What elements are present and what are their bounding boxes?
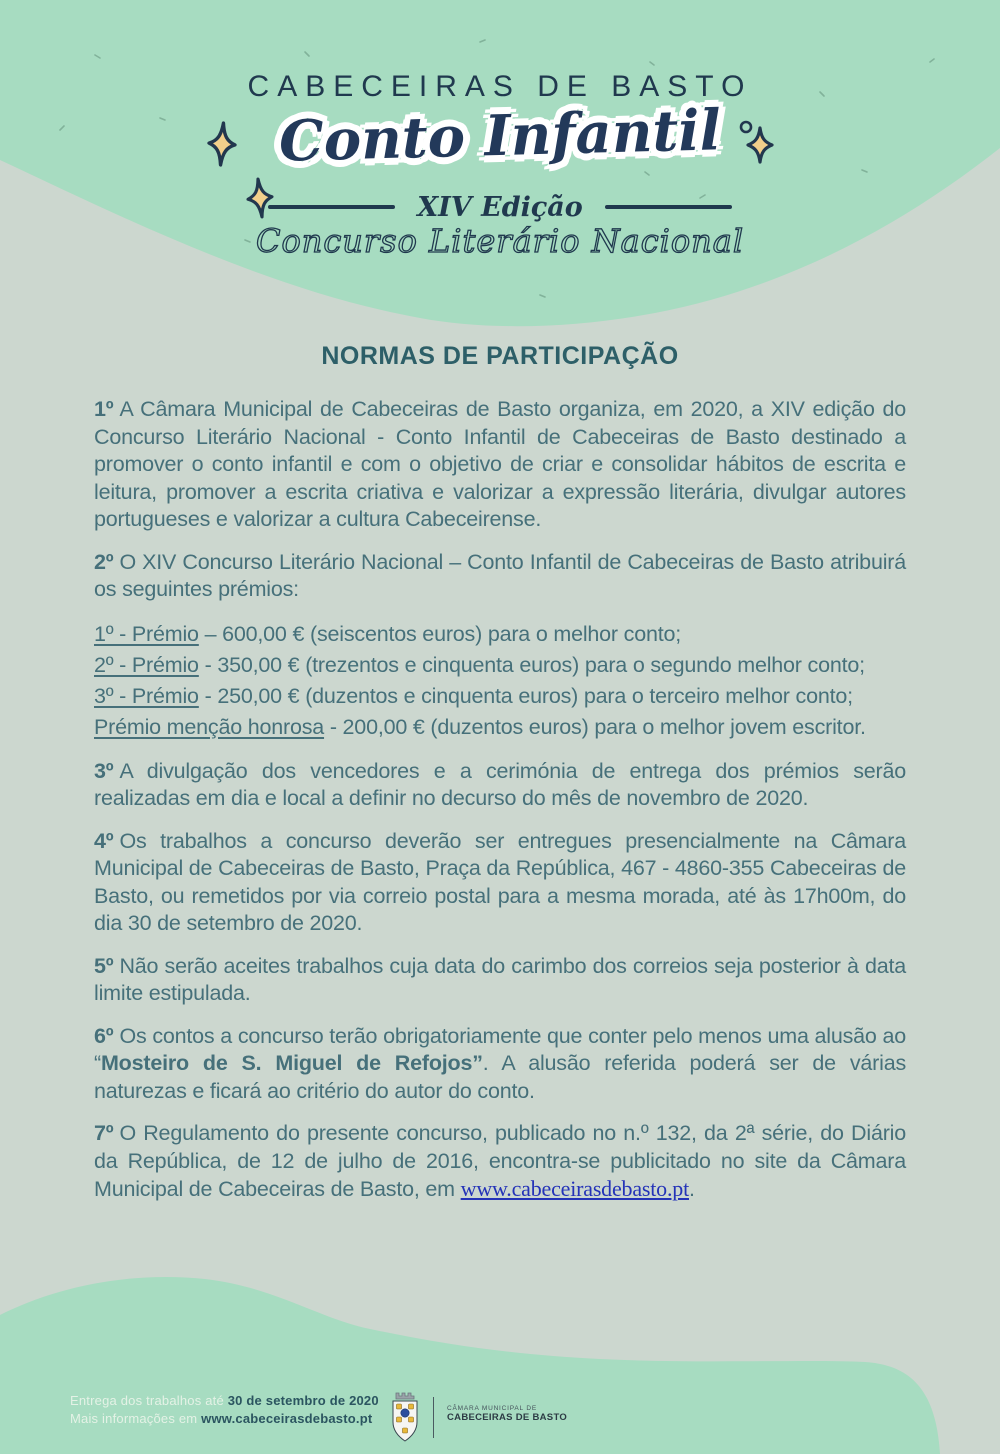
rule-text: Os trabalhos a concurso deverão ser entregues presencialmente na Câmara Municipal de Cabeceiras de Basto, Praça da República, 467 - 4860-355 Cabeceiras de Basto, ou remetidos por via correio postal para a mesma morada, até às 17h00m, do dia 30 de setembro de 2020. bbox=[94, 828, 906, 935]
deadline-label: Entrega dos trabalhos até bbox=[70, 1393, 228, 1408]
rule-text: . A alusão referida poderá ser de várias naturezas e ficará ao critério do autor do conto. bbox=[94, 1051, 906, 1103]
edition-row bbox=[0, 190, 1000, 224]
rule-number: 2º bbox=[94, 549, 114, 574]
prize-label: 1º - Prémio bbox=[94, 621, 199, 646]
prize-item bbox=[94, 619, 906, 650]
prize-item bbox=[94, 650, 906, 681]
rule-text: O XIV Concurso Literário Nacional – Conto Infantil de Cabeceiras de Basto atribuirá os seguintes prémios: bbox=[94, 549, 906, 601]
prize-label: Prémio menção honrosa bbox=[94, 714, 325, 739]
rule-paragraph-4 bbox=[94, 828, 906, 938]
rule-number: 4º bbox=[94, 828, 114, 853]
deadline-value: 30 de setembro de 2020 bbox=[227, 1393, 379, 1408]
org-name-top: CÂMARA MUNICIPAL DE bbox=[447, 1405, 537, 1412]
prize-text: - 350,00 € (trezentos e cinquenta euros) para o segundo melhor conto; bbox=[198, 652, 865, 677]
rule-number: 3º bbox=[94, 758, 114, 783]
crest-divider bbox=[433, 1397, 434, 1438]
rules-body bbox=[94, 396, 906, 1219]
rule-paragraph-1 bbox=[94, 396, 906, 534]
info-value: www.cabeceirasdebasto.pt bbox=[201, 1410, 373, 1426]
footer-deadline-info bbox=[70, 1392, 379, 1427]
prize-item bbox=[94, 681, 906, 712]
info-label: Mais informações em bbox=[70, 1410, 202, 1426]
prize-text: - 200,00 € (duzentos euros) para o melhor jovem escritor. bbox=[324, 714, 866, 739]
rule-text: Os contos a concurso terão obrigatoriamente que conter pelo menos uma alusão ao “ bbox=[94, 1023, 906, 1075]
org-name-bottom: CABECEIRAS DE BASTO bbox=[447, 1412, 568, 1423]
script-title: Conto Infantil bbox=[278, 97, 722, 175]
rule-text: Não serão aceites trabalhos cuja data do carimbo dos correios seja posterior à data limite estipulada. bbox=[94, 953, 906, 1005]
prize-list bbox=[94, 619, 906, 743]
rule-text: O Regulamento do presente concurso, publicado no n.º 132, da 2ª série, do Diário da República, de 12 de julho de 2016, encontra-se publicitado no site da Câmara Municipal de Cabeceiras de Basto, em bbox=[94, 1121, 906, 1201]
prize-item bbox=[94, 712, 906, 743]
footer-info bbox=[70, 1410, 379, 1428]
rule-paragraph-5 bbox=[94, 953, 906, 1008]
rule-paragraph-6 bbox=[94, 1023, 906, 1106]
footer-deadline bbox=[70, 1392, 379, 1410]
municipality-title: CABECEIRAS DE BASTO bbox=[247, 70, 753, 103]
edition-title: XIV Edição bbox=[417, 191, 583, 223]
rules-heading: NORMAS DE PARTICIPAÇÃO bbox=[321, 342, 679, 370]
rule-text: A Câmara Municipal de Cabeceiras de Basto organiza, em 2020, a XIV edição do Concurso Literário Nacional - Conto Infantil de Cabeceiras de Basto destinado a promover o conto infantil e com o objetivo de criar e consolidar hábitos de escrita e leitura, promover a escrita criativa e valorizar a expressão literária, divulgar autores portugueses e valorizar a cultura Cabeceirense. bbox=[94, 397, 906, 531]
municipal-crest-icon bbox=[388, 1390, 422, 1444]
rule-paragraph-2 bbox=[94, 549, 906, 604]
rule-number: 6º bbox=[94, 1023, 114, 1048]
monastery-name: Mosteiro de S. Miguel de Refojos” bbox=[100, 1051, 483, 1075]
rule-text: A divulgação dos vencedores e a cerimónia de entrega dos prémios serão realizadas em dia e local a definir no decurso do mês de novembro de 2020. bbox=[94, 758, 906, 810]
rule-text: . bbox=[689, 1177, 695, 1201]
rule-paragraph-3 bbox=[94, 758, 906, 813]
edition-divider-right bbox=[605, 205, 732, 209]
prize-text: - 250,00 € (duzentos e cinquenta euros) para o terceiro melhor conto; bbox=[198, 683, 853, 708]
prize-label: 2º - Prémio bbox=[94, 652, 199, 677]
contest-subtitle: Concurso Literário Nacional bbox=[255, 222, 745, 260]
edition-divider-left bbox=[268, 205, 395, 209]
rule-number: 1º bbox=[94, 397, 114, 421]
rule-number: 5º bbox=[94, 953, 114, 978]
prize-label: 3º - Prémio bbox=[94, 683, 199, 708]
website-link[interactable]: www.cabeceirasdebasto.pt bbox=[460, 1176, 689, 1201]
org-name bbox=[447, 1405, 567, 1423]
prize-text: – 600,00 € (seiscentos euros) para o melhor conto; bbox=[198, 621, 682, 646]
rule-paragraph-7 bbox=[94, 1120, 906, 1204]
rule-number: 7º bbox=[94, 1121, 114, 1145]
